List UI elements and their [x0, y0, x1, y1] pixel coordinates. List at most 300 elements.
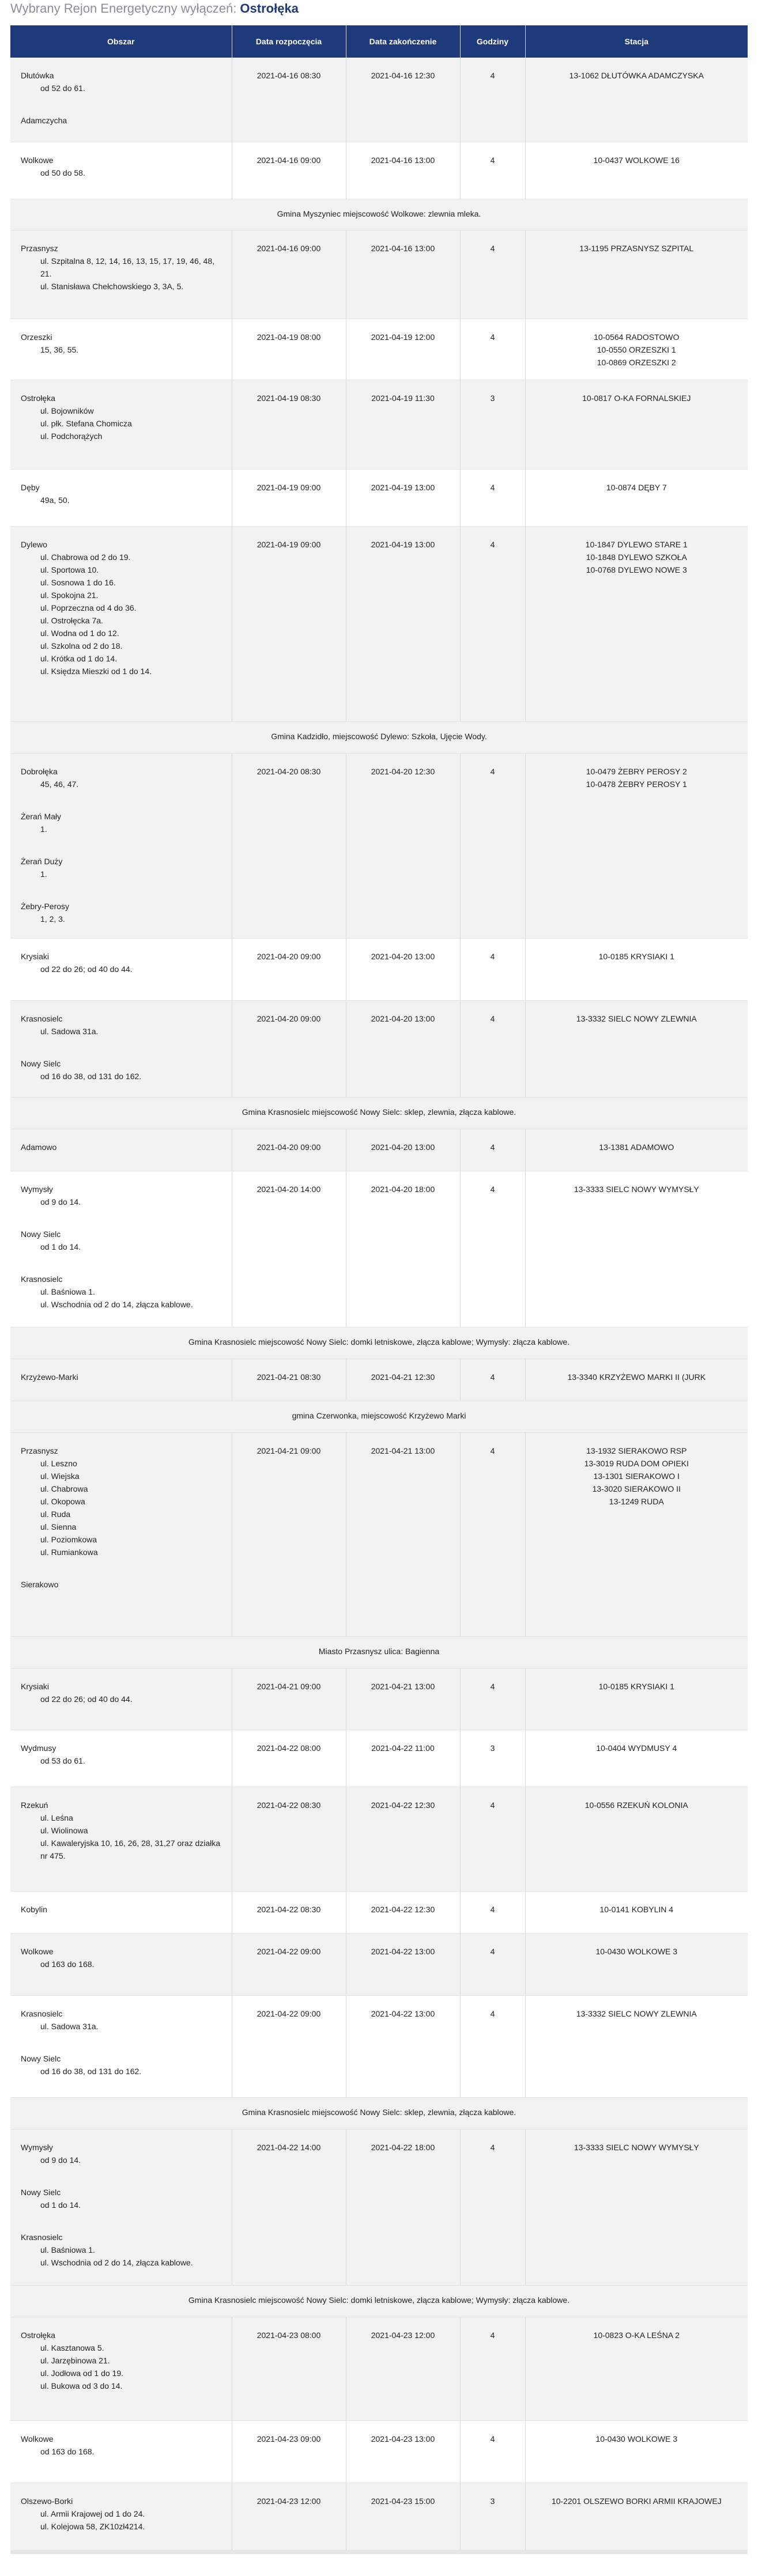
location-detail: ul. Wiejska — [40, 1471, 80, 1481]
station-name: 10-0185 KRYSIAKI 1 — [598, 1681, 674, 1691]
location-detail: ul. Księdza Mieszki od 1 do 14. — [40, 666, 152, 676]
table-row — [10, 1000, 748, 1097]
cell-end-date: 2021-04-22 13:00 — [346, 1933, 460, 1995]
column-header-hours: Godziny — [460, 25, 525, 58]
cell-hours: 4 — [460, 142, 525, 199]
cell-start-date: 2021-04-20 09:00 — [232, 938, 346, 1000]
cell-station — [525, 1129, 748, 1171]
column-header-area: Obszar — [10, 25, 232, 58]
station-name: 13-3333 SIELC NOWY WYMYSŁY — [574, 2142, 699, 2152]
station-name: 13-3340 KRZYŻEWO MARKI II (JURK — [567, 1372, 706, 1382]
cell-start-date: 2021-04-16 08:30 — [232, 58, 346, 142]
cell-area — [10, 469, 232, 526]
location-detail: ul. Krótka od 1 do 14. — [40, 653, 118, 663]
table-note-row — [10, 1327, 748, 1359]
location-name: Nowy Sielc — [21, 1229, 61, 1239]
cell-end-date: 2021-04-23 13:00 — [346, 2420, 460, 2483]
table-row — [10, 380, 748, 469]
cell-station — [525, 230, 748, 319]
location-detail: ul. Sportowa 10. — [40, 565, 99, 574]
station-name: 10-0550 ORZESZKI 1 — [597, 345, 676, 354]
cell-end-date: 2021-04-21 12:30 — [346, 1359, 460, 1401]
cell-end-date: 2021-04-20 13:00 — [346, 938, 460, 1000]
location-detail: od 163 do 168. — [40, 1959, 95, 1969]
note-text: Gmina Krasnosielc miejscowość Nowy Sielc: sklep, zlewnia, złącza kablowe. — [10, 1097, 748, 1129]
location-detail: od 53 do 61. — [40, 1756, 85, 1765]
cell-area — [10, 2483, 232, 2550]
location-detail: ul. Jodłowa od 1 do 19. — [40, 2368, 123, 2378]
location-name: Sierakowo — [21, 1579, 59, 1589]
location-name: Żebry-Perosy — [21, 901, 70, 911]
location-name: Krasnosielc — [21, 2008, 63, 2018]
cell-end-date: 2021-04-22 11:00 — [346, 1730, 460, 1787]
station-name: 10-0430 WOLKOWE 3 — [595, 1946, 678, 1956]
cell-hours: 4 — [460, 1933, 525, 1995]
cell-hours: 4 — [460, 2129, 525, 2285]
cell-area — [10, 2317, 232, 2420]
location-name: Dylewo — [21, 539, 47, 549]
table-row — [10, 1432, 748, 1636]
station-name: 13-1301 SIERAKOWO I — [593, 1471, 680, 1481]
cell-start-date: 2021-04-21 09:00 — [232, 1432, 346, 1636]
location-name: Wolkowe — [21, 1946, 54, 1956]
cell-hours: 4 — [460, 319, 525, 380]
location-detail: ul. Kolejowa 58, ZK10zł4214. — [40, 2521, 145, 2531]
cell-end-date: 2021-04-23 12:00 — [346, 2317, 460, 2420]
station-name: 10-0823 O-KA LEŚNA 2 — [593, 2330, 680, 2340]
location-detail: ul. Poziomkowa — [40, 1534, 97, 1544]
location-gap — [21, 1208, 221, 1228]
cell-area — [10, 142, 232, 199]
station-name: 13-1062 DŁUTÓWKA ADAMCZYSKA — [569, 71, 704, 80]
cell-station — [525, 142, 748, 199]
location-detail: od 16 do 38, od 131 do 162. — [40, 2066, 142, 2076]
location-gap — [21, 1559, 221, 1578]
table-row — [10, 1995, 748, 2097]
location-detail: od 9 do 14. — [40, 1197, 81, 1206]
location-name: Krysiaki — [21, 951, 50, 961]
table-row — [10, 1891, 748, 1933]
location-detail: od 1 do 14. — [40, 2200, 81, 2210]
table-row — [10, 142, 748, 199]
station-name: 13-3019 RUDA DOM OPIEKI — [584, 1458, 689, 1468]
location-name: Dłutówka — [21, 71, 54, 80]
location-detail: od 22 do 26; od 40 do 44. — [40, 1694, 133, 1704]
cell-end-date: 2021-04-20 18:00 — [346, 1171, 460, 1327]
location-detail: ul. Bojowników — [40, 406, 94, 415]
note-text: Gmina Krasnosielc miejscowość Nowy Sielc: domki letniskowe, złącza kablowe; Wymysły: złącza kablowe. — [10, 1327, 748, 1359]
table-note-row — [10, 1636, 748, 1668]
cell-end-date: 2021-04-16 12:30 — [346, 58, 460, 142]
location-gap — [21, 2211, 221, 2231]
cell-hours: 4 — [460, 1995, 525, 2097]
station-name: 13-1249 RUDA — [609, 1496, 664, 1506]
cell-station — [525, 1432, 748, 1636]
table-note-row — [10, 2285, 748, 2317]
location-gap — [21, 1038, 221, 1057]
station-name: 10-0817 O-KA FORNALSKIEJ — [582, 393, 691, 403]
location-detail: 1. — [40, 869, 47, 879]
cell-station — [525, 2483, 748, 2550]
location-detail: 1, 2, 3. — [40, 914, 65, 924]
location-name: Adamczycha — [21, 116, 67, 125]
table-body — [10, 58, 748, 2550]
location-detail: ul. Szkolna od 2 do 18. — [40, 641, 123, 650]
location-detail: ul. Poprzeczna od 4 do 36. — [40, 603, 137, 612]
cell-start-date: 2021-04-21 08:30 — [232, 1359, 346, 1401]
cell-end-date: 2021-04-19 11:30 — [346, 380, 460, 469]
cell-station — [525, 2420, 748, 2483]
location-name: Ostrołęka — [21, 2330, 55, 2340]
location-name: Ostrołęka — [21, 393, 55, 403]
location-detail: ul. Leszno — [40, 1458, 77, 1468]
station-name: 13-3333 SIELC NOWY WYMYSŁY — [574, 1184, 699, 1194]
location-detail: ul. Rumiankowa — [40, 1547, 98, 1557]
cell-end-date: 2021-04-16 13:00 — [346, 230, 460, 319]
table-row — [10, 1129, 748, 1171]
location-name: Rzekuń — [21, 1800, 48, 1810]
location-detail: od 50 do 58. — [40, 168, 85, 177]
location-name: Wolkowe — [21, 155, 54, 165]
cell-hours: 4 — [460, 938, 525, 1000]
cell-hours: 4 — [460, 1891, 525, 1933]
cell-end-date: 2021-04-19 13:00 — [346, 526, 460, 721]
cell-station — [525, 1891, 748, 1933]
location-detail: 1. — [40, 824, 47, 834]
cell-area — [10, 1359, 232, 1401]
table-row — [10, 58, 748, 142]
outage-table — [10, 25, 748, 2551]
location-detail: od 16 do 38, od 131 do 162. — [40, 1071, 142, 1081]
note-text: gmina Czerwonka, miejscowość Krzyżewo Marki — [10, 1401, 748, 1432]
location-name: Wydmusy — [21, 1743, 56, 1753]
cell-area — [10, 2129, 232, 2285]
cell-end-date: 2021-04-22 12:30 — [346, 1891, 460, 1933]
cell-area — [10, 1730, 232, 1787]
page-heading — [0, 0, 758, 25]
cell-hours: 4 — [460, 1787, 525, 1891]
cell-area — [10, 1891, 232, 1933]
table-row — [10, 469, 748, 526]
location-detail: ul. Kasztanowa 5. — [40, 2343, 104, 2352]
cell-area — [10, 380, 232, 469]
cell-end-date: 2021-04-20 13:00 — [346, 1129, 460, 1171]
location-name: Wolkowe — [21, 2434, 54, 2443]
location-name: Orzeszki — [21, 332, 52, 342]
cell-end-date: 2021-04-21 13:00 — [346, 1432, 460, 1636]
location-name: Krysiaki — [21, 1681, 50, 1691]
cell-start-date: 2021-04-20 14:00 — [232, 1171, 346, 1327]
station-name: 10-0430 WOLKOWE 3 — [595, 2434, 678, 2443]
cell-end-date: 2021-04-16 13:00 — [346, 142, 460, 199]
cell-station — [525, 1000, 748, 1097]
location-detail: ul. Wschodnia od 2 do 14, złącza kablowe. — [40, 1299, 193, 1309]
location-detail: ul. Okopowa — [40, 1496, 85, 1506]
cell-start-date: 2021-04-20 09:00 — [232, 1129, 346, 1171]
location-gap — [21, 2033, 221, 2052]
station-name: 10-0556 RZEKUŃ KOLONIA — [584, 1800, 688, 1810]
cell-start-date: 2021-04-23 09:00 — [232, 2420, 346, 2483]
cell-start-date: 2021-04-16 09:00 — [232, 142, 346, 199]
table-row — [10, 938, 748, 1000]
station-name: 10-0869 ORZESZKI 2 — [597, 357, 676, 367]
table-note-row — [10, 1401, 748, 1432]
cell-area — [10, 938, 232, 1000]
cell-station — [525, 319, 748, 380]
location-gap — [21, 880, 221, 900]
cell-station — [525, 469, 748, 526]
station-name: 10-0404 WYDMUSY 4 — [596, 1743, 677, 1753]
location-detail: ul. Szpitalna 8, 12, 14, 16, 13, 15, 17, 19, 46, 48, 21. — [40, 256, 214, 278]
station-name: 13-3332 SIELC NOWY ZLEWNIA — [576, 2008, 697, 2018]
cell-area — [10, 1129, 232, 1171]
station-name: 10-0768 DYLEWO NOWE 3 — [586, 565, 687, 574]
cell-start-date: 2021-04-22 14:00 — [232, 2129, 346, 2285]
cell-start-date: 2021-04-19 08:00 — [232, 319, 346, 380]
cell-area — [10, 526, 232, 721]
cell-station — [525, 526, 748, 721]
location-name: Żerań Mały — [21, 811, 62, 821]
cell-end-date: 2021-04-20 13:00 — [346, 1000, 460, 1097]
cell-area — [10, 1668, 232, 1730]
location-name: Dęby — [21, 482, 40, 492]
cell-hours: 4 — [460, 2420, 525, 2483]
cell-end-date: 2021-04-20 12:30 — [346, 753, 460, 938]
station-name: 10-2201 OLSZEWO BORKI ARMII KRAJOWEJ — [551, 2496, 722, 2506]
cell-station — [525, 938, 748, 1000]
station-name: 13-1381 ADAMOWO — [599, 1142, 674, 1152]
station-name: 10-0874 DĘBY 7 — [606, 482, 667, 492]
location-name: Krasnosielc — [21, 1013, 63, 1023]
cell-end-date: 2021-04-22 13:00 — [346, 1995, 460, 2097]
table-row — [10, 526, 748, 721]
location-detail: ul. Baśniowa 1. — [40, 1287, 95, 1296]
location-gap — [21, 2166, 221, 2186]
location-detail: od 22 do 26; od 40 do 44. — [40, 964, 133, 974]
note-text: Gmina Kadzidło, miejscowość Dylewo: Szkoła, Ujęcie Wody. — [10, 721, 748, 753]
cell-hours: 4 — [460, 230, 525, 319]
station-name: 13-3020 SIERAKOWO II — [592, 1484, 681, 1493]
cell-station — [525, 1787, 748, 1891]
cell-start-date: 2021-04-19 09:00 — [232, 526, 346, 721]
table-row — [10, 319, 748, 380]
location-detail: ul. Wodna od 1 do 12. — [40, 628, 119, 638]
location-detail: ul. Leśna — [40, 1813, 73, 1822]
cell-station — [525, 2129, 748, 2285]
note-text: Gmina Myszyniec miejscowość Wolkowe: zlewnia mleka. — [10, 199, 748, 230]
location-detail: ul. płk. Stefana Chomicza — [40, 418, 132, 428]
station-name: 10-0141 KOBYLIN 4 — [599, 1904, 674, 1914]
location-detail: 49a, 50. — [40, 495, 70, 505]
cell-hours: 4 — [460, 526, 525, 721]
cell-hours: 4 — [460, 1668, 525, 1730]
cell-start-date: 2021-04-19 08:30 — [232, 380, 346, 469]
location-gap — [21, 835, 221, 855]
cell-hours: 4 — [460, 58, 525, 142]
location-detail: ul. Baśniowa 1. — [40, 2245, 95, 2255]
location-detail: ul. Ruda — [40, 1509, 71, 1519]
location-detail: ul. Sadowa 31a. — [40, 2021, 99, 2031]
station-name: 10-0564 RADOSTOWO — [594, 332, 680, 342]
location-detail: ul. Kawaleryjska 10, 16, 26, 28, 31,27 oraz działka nr 475. — [40, 1838, 221, 1860]
cell-start-date: 2021-04-16 09:00 — [232, 230, 346, 319]
cell-hours: 4 — [460, 1432, 525, 1636]
cell-station — [525, 753, 748, 938]
location-name: Nowy Sielc — [21, 2053, 61, 2063]
location-name: Przasnysz — [21, 243, 58, 253]
location-detail: ul. Jarzębinowa 21. — [40, 2355, 110, 2365]
note-text: Gmina Krasnosielc miejscowość Nowy Sielc: domki letniskowe, złącza kablowe; Wymysły: złącza kablowe. — [10, 2285, 748, 2317]
cell-hours: 4 — [460, 753, 525, 938]
cell-start-date: 2021-04-19 09:00 — [232, 469, 346, 526]
cell-area — [10, 1995, 232, 2097]
location-detail: ul. Wschodnia od 2 do 14, złącza kablowe. — [40, 2257, 193, 2267]
cell-station — [525, 1933, 748, 1995]
table-row — [10, 1359, 748, 1401]
location-detail: ul. Sosnowa 1 do 16. — [40, 577, 116, 587]
cell-area — [10, 1171, 232, 1327]
column-header-station: Stacja — [525, 25, 748, 58]
station-name: 10-0185 KRYSIAKI 1 — [598, 951, 674, 961]
cell-start-date: 2021-04-22 09:00 — [232, 1933, 346, 1995]
cell-area — [10, 230, 232, 319]
location-detail: ul. Chabrowa od 2 do 19. — [40, 552, 131, 562]
location-detail: ul. Wiolinowa — [40, 1825, 88, 1835]
table-row — [10, 2317, 748, 2420]
location-detail: 45, 46, 47. — [40, 779, 79, 789]
location-detail: od 52 do 61. — [40, 84, 85, 93]
cell-hours: 4 — [460, 1129, 525, 1171]
location-name: Adamowo — [21, 1142, 57, 1152]
station-name: 10-0478 ŻEBRY PEROSY 1 — [586, 779, 687, 789]
cell-hours: 4 — [460, 1359, 525, 1401]
column-header-start: Data rozpoczęcia — [232, 25, 346, 58]
location-detail: 15, 36, 55. — [40, 345, 79, 354]
cell-end-date: 2021-04-22 18:00 — [346, 2129, 460, 2285]
location-name: Przasnysz — [21, 1446, 58, 1455]
cell-station — [525, 1995, 748, 2097]
station-name: 10-0479 ŻEBRY PEROSY 2 — [586, 766, 687, 776]
cell-station — [525, 1668, 748, 1730]
cell-end-date: 2021-04-19 12:00 — [346, 319, 460, 380]
station-name: 10-0437 WOLKOWE 16 — [593, 155, 680, 165]
cell-area — [10, 753, 232, 938]
location-detail: ul. Podchorążych — [40, 431, 103, 441]
table-note-row — [10, 721, 748, 753]
station-name: 13-3332 SIELC NOWY ZLEWNIA — [576, 1013, 697, 1023]
cell-start-date: 2021-04-21 09:00 — [232, 1668, 346, 1730]
table-header-row — [10, 25, 748, 58]
heading-prefix: Wybrany Rejon Energetyczny wyłączeń: — [10, 1, 240, 16]
location-name: Nowy Sielc — [21, 2187, 61, 2197]
cell-hours: 3 — [460, 1730, 525, 1787]
location-detail: od 1 do 14. — [40, 1242, 81, 1251]
heading-region: Ostrołęka — [240, 1, 299, 16]
table-row — [10, 2129, 748, 2285]
table-row — [10, 1730, 748, 1787]
location-detail: ul. Sienna — [40, 1522, 77, 1531]
cell-end-date: 2021-04-22 12:30 — [346, 1787, 460, 1891]
location-name: Kobylin — [21, 1904, 47, 1914]
cell-end-date: 2021-04-23 15:00 — [346, 2483, 460, 2550]
location-detail: ul. Armii Krajowej od 1 do 24. — [40, 2509, 145, 2518]
table-row — [10, 1787, 748, 1891]
cell-hours: 4 — [460, 1000, 525, 1097]
cell-area — [10, 58, 232, 142]
table-bottom-divider — [10, 2551, 748, 2554]
table-row — [10, 2420, 748, 2483]
cell-station — [525, 1359, 748, 1401]
cell-hours: 4 — [460, 469, 525, 526]
station-name: 13-1932 SIERAKOWO RSP — [586, 1446, 687, 1455]
table-note-row — [10, 2097, 748, 2129]
table-row — [10, 1668, 748, 1730]
location-detail: ul. Bukowa od 3 do 14. — [40, 2381, 123, 2390]
station-name: 10-1848 DYLEWO SZKOŁA — [586, 552, 687, 562]
table-note-row — [10, 199, 748, 230]
cell-end-date: 2021-04-19 13:00 — [346, 469, 460, 526]
note-text: Miasto Przasnysz ulica: Bagienna — [10, 1636, 748, 1668]
station-name: 13-1195 PRZASNYSZ SZPITAL — [579, 243, 694, 253]
cell-hours: 3 — [460, 2483, 525, 2550]
location-detail: ul. Chabrowa — [40, 1484, 88, 1493]
cell-area — [10, 1933, 232, 1995]
location-name: Krasnosielc — [21, 2232, 63, 2242]
cell-start-date: 2021-04-23 08:00 — [232, 2317, 346, 2420]
location-name: Krzyżewo-Marki — [21, 1372, 78, 1382]
location-name: Olszewo-Borki — [21, 2496, 73, 2506]
location-detail: ul. Spokojna 21. — [40, 590, 99, 600]
location-name: Żerań Duży — [21, 856, 63, 866]
column-header-end: Data zakończenie — [346, 25, 460, 58]
location-detail: ul. Stanisława Chełchowskiego 3, 3A, 5. — [40, 281, 184, 291]
cell-start-date: 2021-04-22 09:00 — [232, 1995, 346, 2097]
location-name: Dobrołęka — [21, 766, 58, 776]
cell-station — [525, 380, 748, 469]
cell-start-date: 2021-04-20 08:30 — [232, 753, 346, 938]
cell-hours: 4 — [460, 1171, 525, 1327]
table-row — [10, 230, 748, 319]
cell-area — [10, 319, 232, 380]
cell-start-date: 2021-04-23 12:00 — [232, 2483, 346, 2550]
cell-start-date: 2021-04-22 08:30 — [232, 1787, 346, 1891]
cell-area — [10, 1432, 232, 1636]
location-name: Wymysły — [21, 1184, 53, 1194]
cell-station — [525, 1730, 748, 1787]
table-row — [10, 2483, 748, 2550]
table-row — [10, 1171, 748, 1327]
cell-start-date: 2021-04-22 08:00 — [232, 1730, 346, 1787]
location-gap — [21, 1253, 221, 1273]
station-name: 10-1847 DYLEWO STARE 1 — [585, 539, 688, 549]
table-row — [10, 753, 748, 938]
cell-hours: 4 — [460, 2317, 525, 2420]
location-gap — [21, 94, 221, 114]
location-name: Krasnosielc — [21, 1274, 63, 1284]
cell-area — [10, 2420, 232, 2483]
location-name: Wymysły — [21, 2142, 53, 2152]
table-row — [10, 1933, 748, 1995]
cell-station — [525, 1171, 748, 1327]
location-detail: ul. Sadowa 31a. — [40, 1026, 99, 1036]
cell-start-date: 2021-04-22 08:30 — [232, 1891, 346, 1933]
cell-start-date: 2021-04-20 09:00 — [232, 1000, 346, 1097]
table-note-row — [10, 1097, 748, 1129]
cell-hours: 3 — [460, 380, 525, 469]
location-detail: od 163 do 168. — [40, 2446, 95, 2456]
cell-area — [10, 1000, 232, 1097]
location-name: Nowy Sielc — [21, 1058, 61, 1068]
